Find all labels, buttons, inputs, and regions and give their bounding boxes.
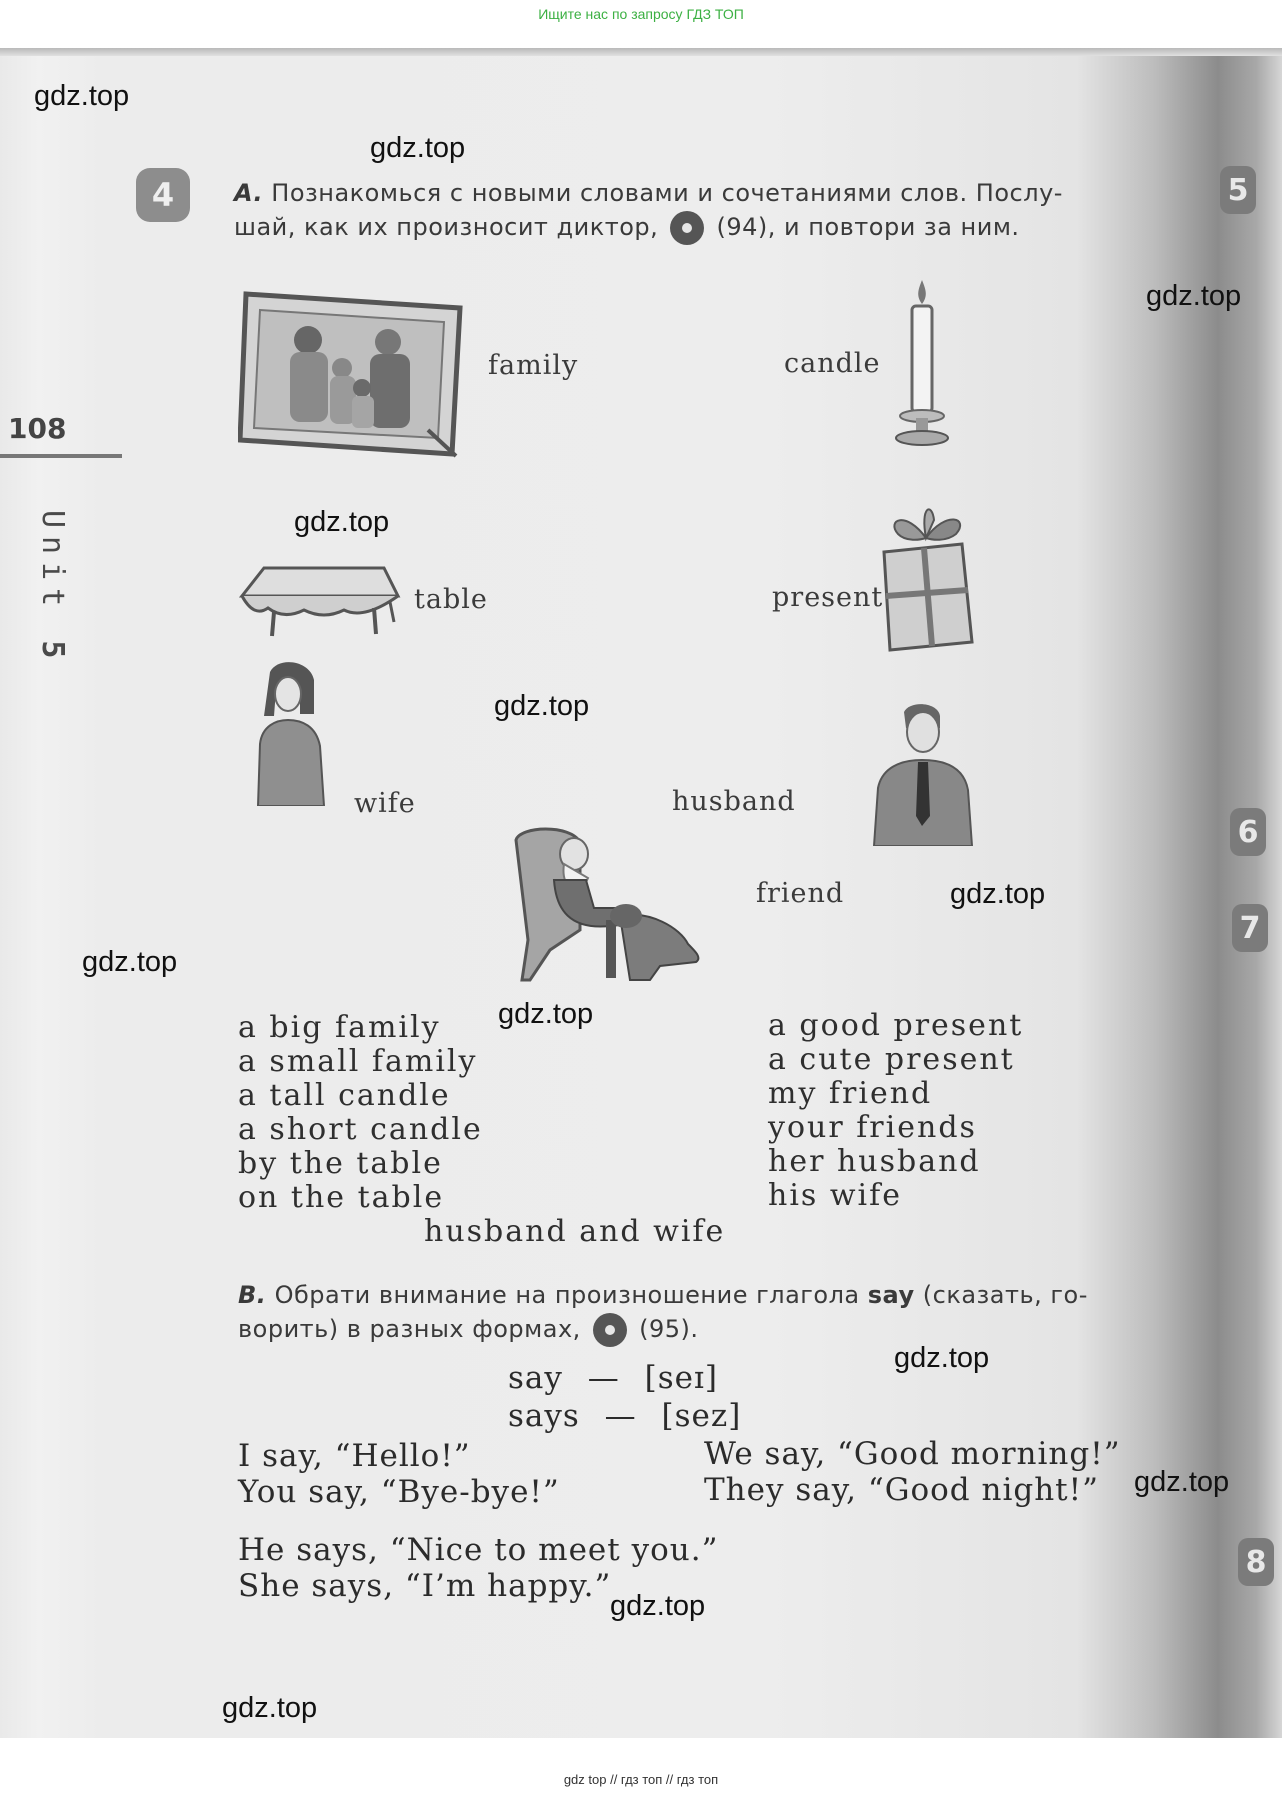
table-icon bbox=[234, 562, 402, 640]
verb-form-word: say bbox=[508, 1360, 563, 1396]
part-b-line-1 bbox=[238, 1278, 1138, 1312]
side-tab-unit-5: 5 bbox=[1220, 166, 1256, 214]
watermark: gdz.top bbox=[34, 80, 130, 112]
part-b-line-2 bbox=[238, 1312, 1138, 1347]
example-right-1: We say, “Good morning!” bbox=[704, 1436, 1121, 1472]
audio-disc-icon[interactable] bbox=[670, 211, 704, 245]
phrase-right-4: your friends bbox=[768, 1110, 977, 1145]
word-husband: husband bbox=[672, 786, 796, 817]
watermark: gdz.top bbox=[894, 1342, 990, 1374]
exercise-number-badge: 4 bbox=[136, 168, 190, 222]
part-a-line-2-pre: шай, как их произносит диктор, bbox=[234, 213, 659, 241]
candle-icon bbox=[892, 276, 952, 448]
phrase-left-1: a big family bbox=[238, 1010, 441, 1045]
watermark: gdz.top bbox=[370, 132, 466, 164]
verb-form-dash: — bbox=[604, 1398, 637, 1434]
present-icon bbox=[876, 500, 976, 652]
phrase-right-5: her husband bbox=[768, 1144, 981, 1179]
friend-armchair-dog-icon bbox=[510, 820, 706, 990]
word-present: present bbox=[772, 582, 884, 613]
example-bottom-1: He says, “Nice to meet you.” bbox=[238, 1532, 719, 1568]
header-search-link[interactable]: Ищите нас по запросу ГДЗ ТОП bbox=[538, 6, 744, 22]
verb-form-transcription: [seɪ] bbox=[644, 1360, 718, 1396]
verb-form-transcription: [sez] bbox=[661, 1398, 742, 1434]
example-left-2: You say, “Bye-bye!” bbox=[238, 1474, 560, 1510]
phrase-left-4: a short candle bbox=[238, 1112, 483, 1147]
word-candle: candle bbox=[784, 348, 881, 379]
part-b-letter: B. bbox=[238, 1281, 267, 1309]
part-a-line-2-post: (94), и повтори за ним. bbox=[716, 213, 1020, 241]
example-bottom-2: She says, “I’m happy.” bbox=[238, 1568, 612, 1604]
verb-form-say bbox=[508, 1360, 718, 1396]
side-tab-unit-7: 7 bbox=[1232, 904, 1268, 952]
phrase-right-6: his wife bbox=[768, 1178, 902, 1213]
part-b-line-1-pre: Обрати внимание на произношение глагола bbox=[274, 1281, 860, 1309]
phrase-right-2: a cute present bbox=[768, 1042, 1015, 1077]
phrase-left-6: on the table bbox=[238, 1180, 445, 1215]
page-number: 108 bbox=[8, 412, 67, 445]
family-picture-frame-icon bbox=[238, 290, 464, 458]
word-table: table bbox=[414, 584, 488, 615]
unit-label bbox=[35, 510, 70, 658]
phrase-center: husband and wife bbox=[424, 1214, 726, 1249]
word-friend: friend bbox=[756, 878, 845, 909]
side-tab-unit-6: 6 bbox=[1230, 808, 1266, 856]
part-b-line-1-post: (сказать, го- bbox=[922, 1281, 1088, 1309]
watermark: gdz.top bbox=[498, 998, 594, 1030]
part-b-line-2-post: (95). bbox=[639, 1315, 699, 1343]
watermark: gdz.top bbox=[82, 946, 178, 978]
example-left-1: I say, “Hello!” bbox=[238, 1438, 471, 1474]
footer-links[interactable]: gdz top // гдз топ // гдз топ bbox=[563, 1772, 719, 1787]
part-a-line-2 bbox=[234, 210, 1134, 245]
watermark: gdz.top bbox=[1134, 1466, 1230, 1498]
watermark: gdz.top bbox=[610, 1590, 706, 1622]
part-b-verb: say bbox=[867, 1281, 915, 1309]
watermark: gdz.top bbox=[294, 506, 390, 538]
example-right-2: They say, “Good night!” bbox=[704, 1472, 1099, 1508]
side-tab-unit-8: 8 bbox=[1238, 1538, 1274, 1586]
phrase-left-5: by the table bbox=[238, 1146, 443, 1181]
part-a-letter: A. bbox=[234, 179, 264, 207]
part-b-line-2-pre: ворить) в разных формах, bbox=[238, 1315, 581, 1343]
watermark: gdz.top bbox=[1146, 280, 1242, 312]
wife-icon bbox=[248, 660, 332, 806]
page-number-rule bbox=[0, 454, 122, 458]
unit-label-text: Unit bbox=[35, 510, 70, 615]
word-family: family bbox=[488, 350, 579, 381]
watermark: gdz.top bbox=[222, 1692, 318, 1724]
phrase-right-1: a good present bbox=[768, 1008, 1024, 1043]
audio-disc-icon[interactable] bbox=[593, 1313, 627, 1347]
watermark: gdz.top bbox=[950, 878, 1046, 910]
part-a-instruction bbox=[234, 176, 1134, 245]
part-b-instruction bbox=[238, 1278, 1138, 1347]
page-top-edge bbox=[0, 48, 1282, 56]
part-a-line-1-text: Познакомься с новыми словами и сочетаниями слов. Послу- bbox=[271, 179, 1063, 207]
phrase-left-3: a tall candle bbox=[238, 1078, 451, 1113]
word-wife: wife bbox=[354, 788, 416, 819]
phrase-left-2: a small family bbox=[238, 1044, 478, 1079]
verb-form-dash: — bbox=[587, 1360, 620, 1396]
watermark: gdz.top bbox=[494, 690, 590, 722]
husband-icon bbox=[870, 698, 976, 846]
verb-form-says bbox=[508, 1398, 741, 1434]
phrase-right-3: my friend bbox=[768, 1076, 933, 1111]
part-a-line-1 bbox=[234, 176, 1134, 210]
unit-number: 5 bbox=[35, 640, 70, 659]
verb-form-word: says bbox=[508, 1398, 580, 1434]
